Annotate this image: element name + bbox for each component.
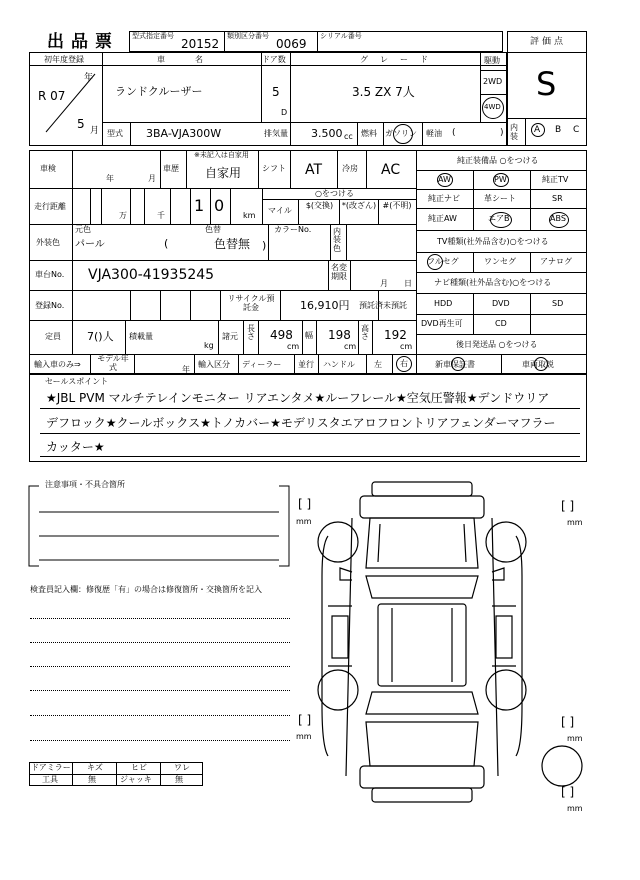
- handle-label: ハンドル: [323, 360, 355, 369]
- tools-r4: 無: [175, 775, 183, 784]
- recycle-label: リサイクル預託金: [227, 294, 275, 313]
- interior-grade-c: C: [573, 125, 580, 135]
- recolor-label: 色替: [205, 225, 221, 234]
- equip-pw: PW: [494, 175, 507, 184]
- height-label: 高さ: [361, 324, 369, 342]
- height-value: 192: [384, 328, 407, 342]
- caution-bracket: [27, 484, 292, 569]
- tools-r3: ジャッキ: [120, 775, 152, 784]
- nav-dvd-play: DVD再生可: [421, 319, 463, 328]
- tv-title: TV種類(社外品含む)○をつける: [437, 237, 549, 246]
- length-label: 長さ: [247, 324, 255, 342]
- chassis-value: VJA300-41935245: [88, 267, 215, 283]
- sales-line-2: デフロック★クールボックス★トノカバー★モデリスタエアロフロントリアフェンダーマフラー: [46, 416, 556, 430]
- nav-dvd: DVD: [492, 299, 510, 308]
- man-unit: 万: [119, 211, 127, 220]
- car-diagram: [292, 476, 612, 816]
- equip-leather: 革シート: [484, 194, 516, 203]
- serial-label: シリアル番号: [320, 32, 362, 40]
- dims-label: 諸元: [222, 332, 238, 341]
- recycle-status-2: 未預託: [383, 301, 407, 310]
- fuel-light: 軽油: [426, 129, 442, 138]
- equip-abs: ABS: [550, 214, 566, 223]
- drive-4wd: 4WD: [484, 103, 501, 111]
- first-reg-month: 5: [77, 117, 85, 131]
- tools-h3: ヒビ: [131, 763, 147, 772]
- inspector-label: 検査員記入欄：修復歴「有」の場合は修復箇所・交換箇所を記入: [30, 585, 262, 594]
- circle-note: ○をつける: [315, 189, 354, 198]
- ac-label: 冷房: [342, 164, 358, 173]
- handle-left: 左: [374, 360, 382, 369]
- equip-aw: AW: [438, 175, 451, 184]
- title-expiry-label: 名変期限: [331, 263, 347, 281]
- import-type-label: 輸入区分: [198, 360, 230, 369]
- mm-front-left: mm: [296, 517, 312, 526]
- color-no-label: カラーNo.: [274, 225, 312, 234]
- km-unit: km: [243, 211, 256, 220]
- sales-label: セールスポイント: [45, 377, 109, 386]
- mileage-digit-2: 0: [214, 196, 225, 215]
- color-label: 外装色: [36, 238, 60, 247]
- sen-unit: 千: [157, 211, 165, 220]
- shaken-label: 車検: [40, 164, 56, 173]
- grade-value: 3.5 ZX 7人: [352, 85, 415, 99]
- sheet-title: 出品票: [47, 32, 119, 52]
- width-unit: cm: [344, 342, 357, 351]
- later-title: 後日発送品 ○をつける: [456, 340, 538, 349]
- doors-value: 5: [272, 85, 280, 99]
- shaken-year: 年: [106, 174, 114, 183]
- interior-grade-b: B: [555, 125, 562, 135]
- shaken-month: 月: [148, 174, 156, 183]
- shift-label: シフト: [262, 164, 286, 173]
- sales-line-3: カッター★: [46, 440, 105, 454]
- tools-h4: ワレ: [174, 763, 190, 772]
- exchange-option: $(交換): [305, 201, 334, 210]
- equipment-title: 純正装備品 ○をつける: [457, 156, 539, 165]
- doors-suffix: D: [281, 108, 288, 117]
- grade-label: グレード: [360, 55, 440, 64]
- expiry-day: 日: [404, 279, 412, 288]
- recycle-amount: 16,910円: [300, 299, 350, 312]
- class-code-label: 類別区分番号: [227, 32, 269, 40]
- rating-value: S: [536, 65, 557, 103]
- doors-label: ドア数: [262, 55, 286, 64]
- sales-line-1: ★JBL PVM マルチテレインモニター リアエンタメ★ルーフレール★空気圧警報★デンドウリア: [46, 391, 550, 405]
- mile-option: マイル: [268, 206, 292, 215]
- handle-right: 右: [400, 359, 408, 368]
- capacity-label: 定員: [45, 332, 61, 341]
- interior-color-label: 内装色: [333, 227, 341, 253]
- class-code: 0069: [276, 37, 307, 51]
- drive-2wd: 2WD: [483, 77, 503, 86]
- model-code-label: 型式指定番号: [132, 32, 174, 40]
- history-value: 自家用: [205, 166, 242, 180]
- first-reg-label: 初年度登録: [44, 55, 84, 64]
- length-unit: cm: [287, 342, 300, 351]
- tools-h1: ドアミラー: [31, 763, 71, 772]
- expiry-month: 月: [380, 279, 388, 288]
- tv-oneseg: ワンセグ: [484, 257, 516, 266]
- equip-tv: 純正TV: [542, 175, 569, 184]
- car-name-label: 車名: [157, 55, 233, 64]
- rating-label: 評価点: [530, 37, 567, 47]
- first-reg-year: R 07: [38, 89, 66, 103]
- mm-front-right: mm: [567, 518, 583, 527]
- load-label: 積載量: [129, 332, 153, 341]
- mm-rear-left: mm: [296, 732, 312, 741]
- ac-value: AC: [381, 162, 401, 178]
- equip-sr: SR: [552, 194, 563, 203]
- mileage-label: 走行距離: [34, 202, 66, 211]
- drive-label: 駆動: [484, 56, 500, 65]
- original-color: パール: [75, 239, 105, 250]
- nav-cd: CD: [495, 319, 507, 328]
- altered-option: *(改ざん): [341, 201, 377, 210]
- nav-title: ナビ種類(社外品含む)○をつける: [434, 278, 552, 287]
- history-label: 車歴: [163, 164, 179, 173]
- model-year-unit: 年: [182, 365, 190, 374]
- displacement-value: 3.500: [311, 127, 343, 140]
- mm-rear-right: mm: [567, 734, 583, 743]
- later-manual: 車両取説: [522, 360, 554, 369]
- recolor-value: 色替無: [214, 237, 251, 251]
- dealer-option: ディーラー: [242, 360, 282, 369]
- original-color-label: 元色: [75, 225, 91, 234]
- width-label: 幅: [305, 331, 313, 340]
- parallel-option: 並行: [298, 360, 314, 369]
- equip-genuine-aw: 純正AW: [428, 214, 457, 223]
- car-name: ランドクルーザー: [115, 85, 203, 98]
- equip-navi: 純正ナビ: [428, 194, 460, 203]
- import-label: 輸入車のみ⇒: [34, 360, 81, 369]
- month-unit: 月: [90, 126, 100, 136]
- load-unit: kg: [204, 341, 214, 350]
- year-unit: 年: [84, 73, 94, 83]
- tools-r2: 無: [88, 775, 96, 784]
- type-value: 3BA-VJA300W: [146, 127, 222, 140]
- displacement-label: 排気量: [264, 129, 288, 138]
- interior-grade-a: A: [534, 125, 541, 135]
- type-label: 型式: [107, 129, 123, 138]
- nav-sd: SD: [552, 299, 564, 308]
- height-unit: cm: [400, 342, 413, 351]
- cc-unit: cc: [344, 132, 353, 141]
- caution-label: 注意事項・不具合箇所: [45, 480, 125, 489]
- tools-h2: キズ: [87, 763, 103, 772]
- nav-hdd: HDD: [434, 299, 453, 308]
- chassis-label: 車台No.: [35, 270, 65, 279]
- fuel-gas: ガソリン: [385, 129, 417, 138]
- capacity-value: 7()人: [87, 330, 114, 343]
- mileage-digit-1: 1: [194, 196, 205, 215]
- model-code: 20152: [181, 37, 220, 51]
- length-value: 498: [270, 328, 293, 342]
- mm-spare: mm: [567, 804, 583, 813]
- shift-value: AT: [305, 162, 323, 178]
- interior-label: 内装: [510, 123, 518, 141]
- later-warranty: 新車保証書: [435, 360, 475, 369]
- history-note: ※未記入は自家用: [194, 151, 249, 159]
- tv-analog: アナログ: [540, 257, 572, 266]
- tv-fullseg: フルセグ: [427, 257, 459, 266]
- recycle-status: 預託済: [359, 301, 383, 310]
- unknown-option: #(不明): [382, 201, 412, 210]
- fuel-label: 燃料: [361, 129, 377, 138]
- reg-label: 登録No.: [35, 301, 65, 310]
- width-value: 198: [328, 328, 351, 342]
- model-year-label: モデル年式: [97, 354, 129, 372]
- equip-airbag: エアB: [488, 214, 510, 223]
- tools-r1: 工具: [42, 775, 58, 784]
